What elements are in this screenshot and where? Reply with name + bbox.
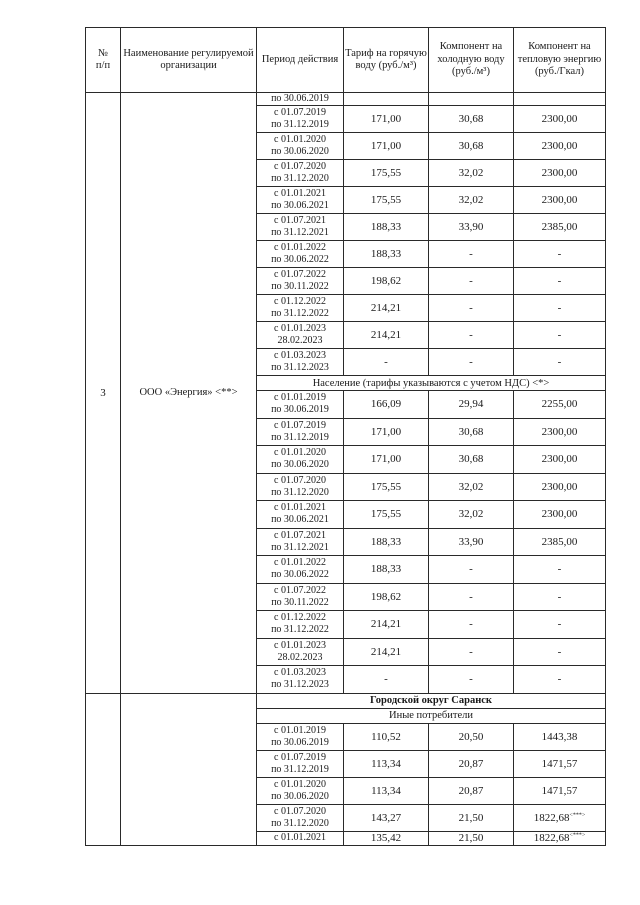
hot-water-cell: 171,00 <box>344 106 429 133</box>
hot-water-cell: 188,33 <box>344 528 429 556</box>
heat-cell <box>514 528 606 556</box>
hot-water-cell: 188,33 <box>344 241 429 268</box>
heat-cell <box>514 418 606 446</box>
period-cell: с 01.01.2020 по 30.06.2020 <box>257 133 344 160</box>
period-cell: с 01.07.2019 по 31.12.2019 <box>257 750 344 777</box>
heat-cell <box>514 804 606 831</box>
heat-cell <box>514 638 606 666</box>
table-row <box>86 93 606 106</box>
heat-value: 2300,00 <box>541 425 578 438</box>
period-cell: с 01.03.2023 по 31.12.2023 <box>257 349 344 376</box>
hot-water-cell: 175,55 <box>344 501 429 529</box>
section-population-label: Население (тарифы указываются с учетом НДС) <*> <box>257 376 606 391</box>
header-num: № п/п <box>86 28 121 93</box>
cold-water-cell: - <box>429 638 514 666</box>
heat-value: - <box>557 618 562 631</box>
hot-water-cell: 110,52 <box>344 723 429 750</box>
heat-value: - <box>557 302 562 314</box>
heat-cell <box>514 187 606 214</box>
section-saransk-label: Городской округ Саранск <box>257 693 606 708</box>
hot-water-cell: 135,42 <box>344 831 429 845</box>
hot-water-cell: 175,55 <box>344 473 429 501</box>
header-heat: Компонент на тепловую энергию (руб./Гкал) <box>514 28 606 93</box>
period-cell: с 01.01.2020 по 30.06.2020 <box>257 446 344 474</box>
cold-water-cell: 30,68 <box>429 133 514 160</box>
heat-value: 2300,00 <box>541 140 578 152</box>
section-row-saransk <box>86 693 606 708</box>
heat-cell <box>514 446 606 474</box>
period-cell: с 01.07.2020 по 31.12.2020 <box>257 160 344 187</box>
hot-water-cell: 171,00 <box>344 418 429 446</box>
cold-water-cell: 32,02 <box>429 473 514 501</box>
section-other-label: Иные потребители <box>257 708 606 723</box>
heat-value: - <box>557 329 562 341</box>
period-cell: с 01.01.2021 <box>257 831 344 845</box>
period-cell: с 01.01.2023 28.02.2023 <box>257 638 344 666</box>
period-cell: с 01.01.2019 по 30.06.2019 <box>257 723 344 750</box>
cold-water-cell: - <box>429 349 514 376</box>
heat-cell <box>514 666 606 694</box>
header-period: Период действия <box>257 28 344 93</box>
cold-water-cell: 33,90 <box>429 528 514 556</box>
cold-water-cell: 29,94 <box>429 391 514 419</box>
hot-water-cell: 188,33 <box>344 556 429 584</box>
cold-water-cell: 30,68 <box>429 418 514 446</box>
period-cell: с 01.01.2021 по 30.06.2021 <box>257 187 344 214</box>
heat-value: - <box>557 563 562 576</box>
hot-water-cell: 171,00 <box>344 446 429 474</box>
header-cold: Компонент на холодную воду (руб./м³) <box>429 28 514 93</box>
hot-water-cell: 175,55 <box>344 187 429 214</box>
heat-value: 2385,00 <box>541 221 578 233</box>
heat-cell <box>514 133 606 160</box>
cold-water-cell: - <box>429 556 514 584</box>
heat-value: 2385,00 <box>541 535 578 548</box>
period-cell: с 01.07.2022 по 30.11.2022 <box>257 268 344 295</box>
hot-water-cell: 113,34 <box>344 750 429 777</box>
header-hot: Тариф на горячую воду (руб./м³) <box>344 28 429 93</box>
org-number: 3 <box>86 93 121 694</box>
cold-water-cell: - <box>429 583 514 611</box>
header-row <box>86 28 606 93</box>
cold-water-cell: 32,02 <box>429 187 514 214</box>
org-name: ООО «Энергия» <**> <box>121 93 257 694</box>
hot-water-cell: 113,34 <box>344 777 429 804</box>
heat-note: <***> <box>569 832 586 839</box>
period-cell: с 01.07.2021 по 31.12.2021 <box>257 214 344 241</box>
tariff-table <box>85 27 606 846</box>
heat-cell <box>514 750 606 777</box>
period-cell: по 30.06.2019 <box>257 93 344 106</box>
heat-value: - <box>557 275 562 287</box>
hot-water-cell: 175,55 <box>344 160 429 187</box>
period-cell: с 01.07.2019 по 31.12.2019 <box>257 106 344 133</box>
org-number-empty <box>86 693 121 845</box>
heat-cell <box>514 723 606 750</box>
cold-water-cell: 20,87 <box>429 750 514 777</box>
heat-cell <box>514 501 606 529</box>
heat-cell <box>514 583 606 611</box>
cold-water-cell: 30,68 <box>429 106 514 133</box>
hot-water-cell: 214,21 <box>344 638 429 666</box>
heat-cell <box>514 349 606 376</box>
period-cell: с 01.03.2023 по 31.12.2023 <box>257 666 344 694</box>
heat-value: 2300,00 <box>541 167 578 179</box>
hot-water-cell: 143,27 <box>344 804 429 831</box>
cold-water-cell: 20,50 <box>429 723 514 750</box>
heat-value: 2255,00 <box>541 398 578 411</box>
period-cell: с 01.07.2020 по 31.12.2020 <box>257 473 344 501</box>
heat-value: - <box>557 673 562 686</box>
heat-note: <***> <box>569 811 586 818</box>
period-cell: с 01.01.2019 по 30.06.2019 <box>257 391 344 419</box>
cold-water-cell: 20,87 <box>429 777 514 804</box>
hot-water-cell: 214,21 <box>344 322 429 349</box>
cold-water-cell <box>429 93 514 106</box>
heat-value: - <box>557 645 562 658</box>
hot-water-cell: 198,62 <box>344 268 429 295</box>
hot-water-cell: 214,21 <box>344 611 429 639</box>
heat-cell <box>514 295 606 322</box>
heat-value: 1443,38 <box>541 730 578 743</box>
header-org: Наименование регулируемой организации <box>121 28 257 93</box>
heat-cell <box>514 241 606 268</box>
heat-value: 1822,68 <box>533 832 570 844</box>
heat-cell <box>514 106 606 133</box>
hot-water-cell: - <box>344 666 429 694</box>
period-cell: с 01.12.2022 по 31.12.2022 <box>257 295 344 322</box>
heat-cell <box>514 160 606 187</box>
cold-water-cell: 21,50 <box>429 804 514 831</box>
hot-water-cell: 188,33 <box>344 214 429 241</box>
cold-water-cell: - <box>429 666 514 694</box>
cold-water-cell: 32,02 <box>429 501 514 529</box>
period-cell: с 01.07.2019 по 31.12.2019 <box>257 418 344 446</box>
period-cell: с 01.07.2022 по 30.11.2022 <box>257 583 344 611</box>
period-cell: с 01.01.2021 по 30.06.2021 <box>257 501 344 529</box>
hot-water-cell: 214,21 <box>344 295 429 322</box>
heat-cell <box>514 777 606 804</box>
hot-water-cell: 198,62 <box>344 583 429 611</box>
heat-value: - <box>557 356 562 368</box>
heat-cell <box>514 611 606 639</box>
org-name-empty <box>121 693 257 845</box>
cold-water-cell: 33,90 <box>429 214 514 241</box>
period-cell: с 01.07.2020 по 31.12.2020 <box>257 804 344 831</box>
heat-cell <box>514 391 606 419</box>
heat-value: - <box>557 248 562 260</box>
cold-water-cell: 32,02 <box>429 160 514 187</box>
heat-cell <box>514 322 606 349</box>
period-cell: с 01.01.2020 по 30.06.2020 <box>257 777 344 804</box>
hot-water-cell: 171,00 <box>344 133 429 160</box>
heat-value: 1471,57 <box>541 757 578 770</box>
heat-value: 2300,00 <box>541 113 578 125</box>
heat-value: 2300,00 <box>541 194 578 206</box>
heat-value: - <box>557 590 562 603</box>
heat-value: 1471,57 <box>541 784 578 797</box>
cold-water-cell: 30,68 <box>429 446 514 474</box>
heat-value: 2300,00 <box>541 480 578 493</box>
cold-water-cell: - <box>429 611 514 639</box>
period-cell: с 01.07.2021 по 31.12.2021 <box>257 528 344 556</box>
heat-value: 1822,68 <box>533 811 570 824</box>
cold-water-cell: 21,50 <box>429 831 514 845</box>
heat-value: 2300,00 <box>541 508 578 521</box>
period-cell: с 01.01.2022 по 30.06.2022 <box>257 241 344 268</box>
heat-cell <box>514 268 606 295</box>
heat-cell <box>514 556 606 584</box>
heat-cell <box>514 831 606 845</box>
heat-value: 2300,00 <box>541 453 578 466</box>
period-cell: с 01.01.2023 28.02.2023 <box>257 322 344 349</box>
hot-water-cell: - <box>344 349 429 376</box>
cold-water-cell: - <box>429 241 514 268</box>
cold-water-cell: - <box>429 295 514 322</box>
hot-water-cell <box>344 93 429 106</box>
heat-cell <box>514 93 606 106</box>
hot-water-cell: 166,09 <box>344 391 429 419</box>
period-cell: с 01.01.2022 по 30.06.2022 <box>257 556 344 584</box>
heat-cell <box>514 214 606 241</box>
period-cell: с 01.12.2022 по 31.12.2022 <box>257 611 344 639</box>
cold-water-cell: - <box>429 322 514 349</box>
heat-cell <box>514 473 606 501</box>
cold-water-cell: - <box>429 268 514 295</box>
